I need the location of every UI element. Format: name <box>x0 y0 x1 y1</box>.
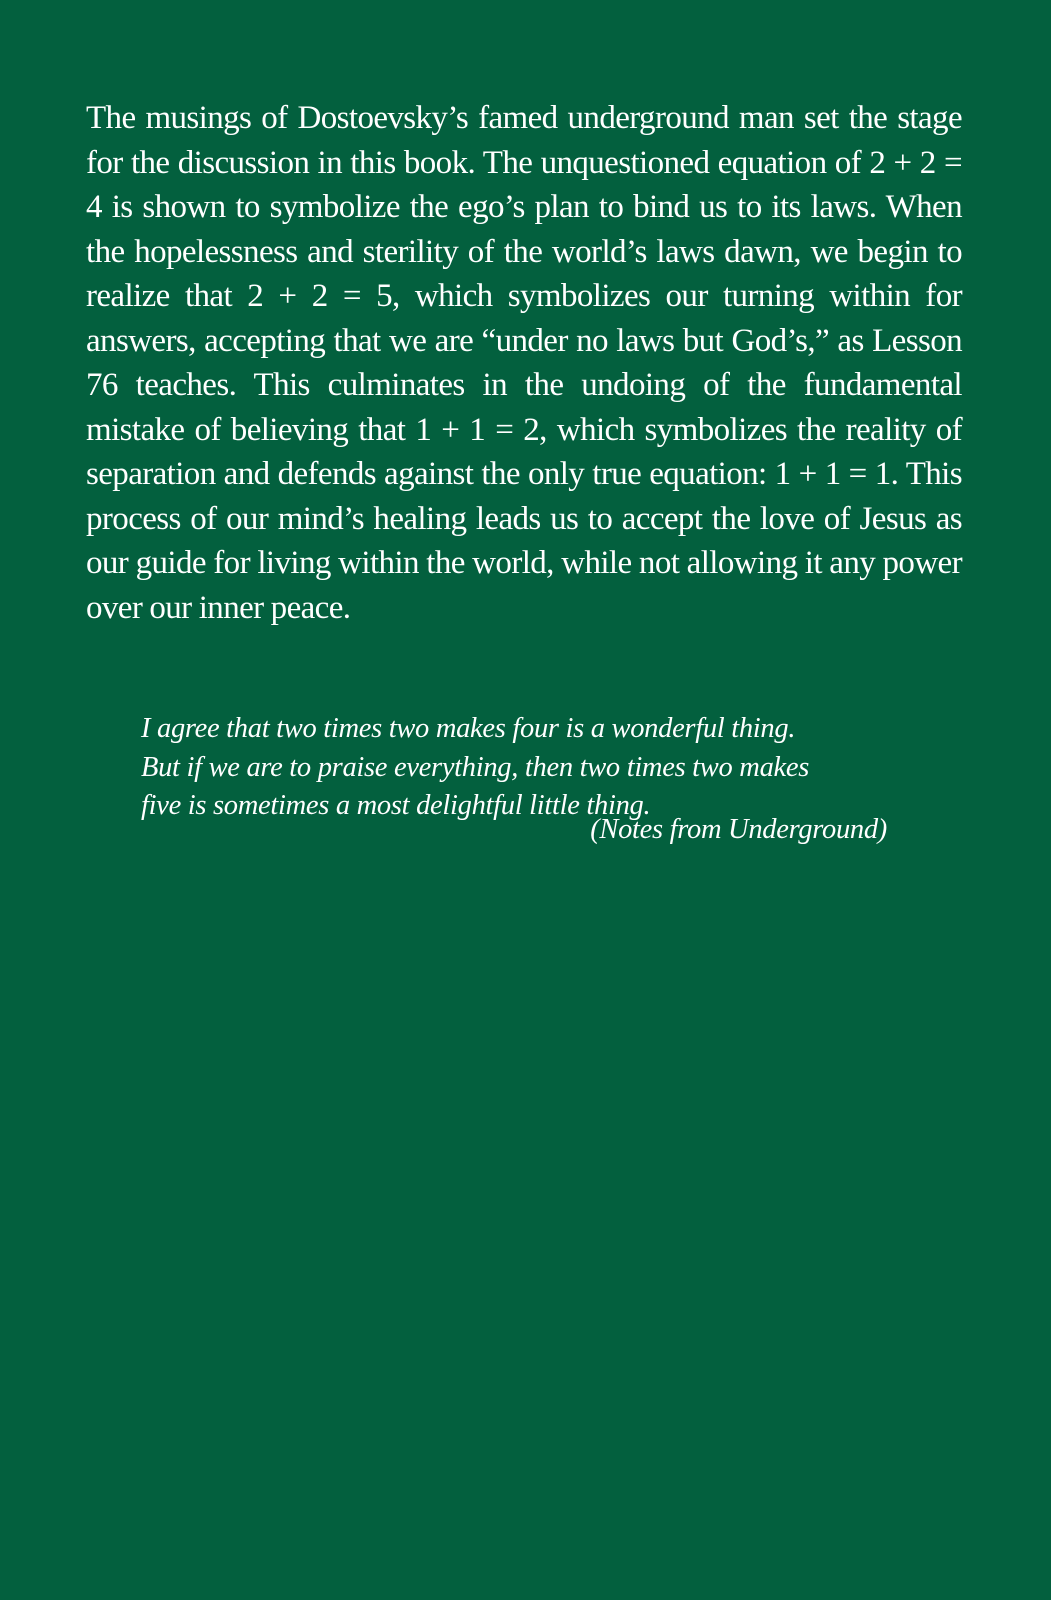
cover-description: The musings of Dostoevsky’s famed underground man set the stage for the discussion in this book. The unquestioned equation of 2 + 2 = 4 is shown to symbolize the ego’s plan to bind us to its laws. When the hopelessness and sterility of the world’s laws dawn, we begin to realize that 2 + 2 = 5, which symbolizes our turning within for answers, accepting that we are “under no laws but God’s,” as Lesson 76 teaches. This culminates in the undoing of the fundamental mistake of believing that 1 + 1 = 2, which symbolizes the reality of separation and defends against the only true equation: 1 + 1 = 1. This process of our mind’s healing leads us to accept the love of Jesus as our guide for living within the world, while not allowing it any power over our inner peace. <box>86 100 962 626</box>
epigraph-quote <box>141 710 893 826</box>
quote-source: (Notes from Underground) <box>590 814 887 845</box>
quote-line: But if we are to praise everything, then two times two makes <box>141 751 810 783</box>
quote-line: I agree that two times two makes four is a wonderful thing. <box>141 713 796 744</box>
quote-line: five is sometimes a most delightful little thing. <box>141 790 651 821</box>
